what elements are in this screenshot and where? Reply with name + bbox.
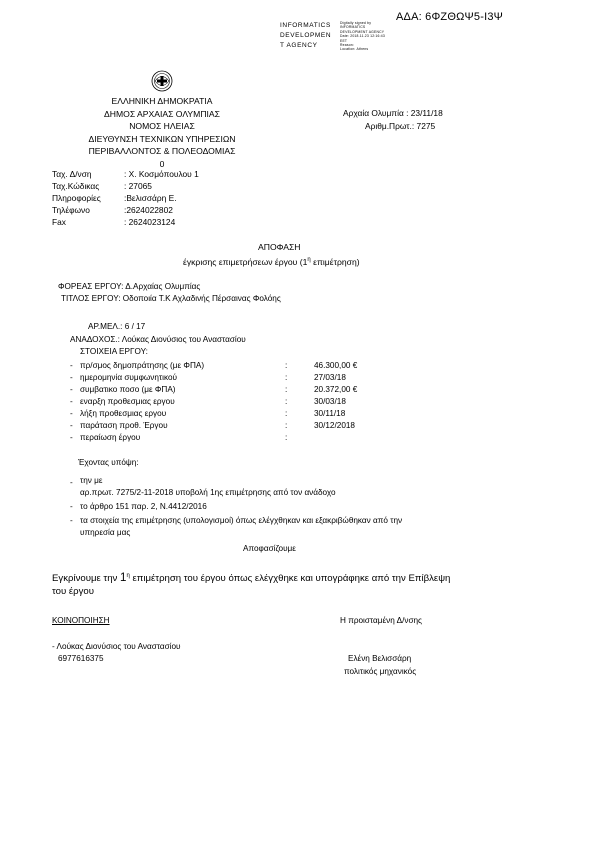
project-data-value: 30/03/18 xyxy=(314,397,346,406)
recipient-phone: 6977616375 xyxy=(58,654,104,663)
row-colon: : xyxy=(285,433,288,442)
consideration-dash: - xyxy=(70,478,73,487)
contact-phone-label: Τηλέφωνο xyxy=(52,205,90,215)
stamp-detail: Date: 2018.11.23 12:16:43 xyxy=(340,34,385,39)
project-data-value: 27/03/18 xyxy=(314,373,346,382)
header-line: ΝΟΜΟΣ ΗΛΕΙΑΣ xyxy=(129,121,195,131)
stamp-detail: Reason: xyxy=(340,43,355,48)
stamp-detail: INFORMATICS xyxy=(340,25,366,30)
project-title-value: Οδοποιία Τ.Κ Αχλαδινής Πέρσαινας Φολόης xyxy=(122,294,281,303)
signatory-title: Η προισταμένη Δ/νσης xyxy=(340,616,422,625)
row-colon: : xyxy=(285,373,288,382)
contact-fax-value: : 2624023124 xyxy=(124,217,176,227)
project-data-value: 30/11/18 xyxy=(314,409,346,418)
consideration-2: το άρθρο 151 παρ. 2, Ν.4412/2016 xyxy=(80,502,207,511)
approval-text-start: Εγκρίνουμε την xyxy=(52,573,121,584)
protocol-number: Αριθμ.Πρωτ.: 7275 xyxy=(365,121,436,131)
contact-info-label: Πληροφορίες xyxy=(52,193,101,203)
row-colon: : xyxy=(285,421,288,430)
approval-statement xyxy=(52,572,450,584)
registry-number-label: ΑΡ.ΜΕΛ.: xyxy=(88,322,123,331)
greek-coat-of-arms-icon xyxy=(151,70,173,92)
approval-text-end: επιμέτρηση του έργου όπως ελέγχθηκε και υπογράφηκε από την Επίβλεψη xyxy=(129,573,451,584)
row-colon: : xyxy=(285,361,288,370)
considering-heading: Έχοντας υπόψη: xyxy=(78,458,139,467)
stamp-detail: Location: Athens xyxy=(340,47,369,52)
issuing-authority-header xyxy=(52,95,272,170)
contact-postcode-label: Ταχ.Κώδικας xyxy=(52,181,100,191)
row-dash: - xyxy=(70,373,73,382)
decision-title: ΑΠΟΦΑΣΗ xyxy=(258,242,301,252)
header-line: ΔΙΕΥΘΥΝΣΗ ΤΕΧΝΙΚΩΝ ΥΠΗΡΕΣΙΩΝ xyxy=(88,133,236,144)
project-data-label: συμβατικο ποσο (με ΦΠΑ) xyxy=(80,385,176,394)
signatory-role: πολιτικός μηχανικός xyxy=(344,667,417,676)
project-title xyxy=(61,294,281,303)
stamp-detail: Digitally signed by xyxy=(340,21,372,25)
approval-ordinal: 1 xyxy=(120,572,127,584)
row-dash: - xyxy=(70,385,73,394)
contact-postcode-value: : 27065 xyxy=(124,181,152,191)
project-owner-value: Δ.Αρχαίας Ολυμπίας xyxy=(125,282,201,291)
registry-number xyxy=(88,322,145,331)
contact-phone-value: :2624022802 xyxy=(124,205,173,215)
project-data-label: παράταση προθ. Έργου xyxy=(80,421,168,430)
decision-subtitle-end: επιμέτρηση) xyxy=(310,257,360,267)
consideration-1-line-1: την με xyxy=(80,476,103,485)
project-owner-label: ΦΟΡΕΑΣ ΕΡΓΟΥ: xyxy=(58,282,124,291)
decision-subtitle xyxy=(183,257,360,267)
header-line: 0 xyxy=(159,158,165,169)
stamp-line: T AGENCY xyxy=(280,42,318,49)
row-dash: - xyxy=(70,397,73,406)
contractor-value: Λούκας Διονύσιος του Αναστασίου xyxy=(121,335,246,344)
consideration-3-line-1: τα στοιχεία της επιμέτρησης (υπολογισμοί) όπως ελέγχθηκαν και εξακριβώθηκαν από την xyxy=(80,516,403,525)
row-dash: - xyxy=(70,409,73,418)
consideration-3-line-2: υπηρεσία μας xyxy=(80,528,131,537)
header-line: ΠΕΡΙΒΑΛΛΟΝΤΟΣ & ΠΟΛΕΟΔΟΜΙΑΣ xyxy=(88,146,236,156)
stamp-line: DEVELOPMEN xyxy=(280,32,332,39)
project-data-value: 46.300,00 € xyxy=(314,361,358,370)
consideration-dash: - xyxy=(70,502,73,511)
digital-signature-stamp xyxy=(280,21,331,51)
consideration-1-line-2: αρ.πρωτ. 7275/2-11-2018 υποβολή 1ης επιμέτρησης από τον ανάδοχο xyxy=(80,488,336,497)
approval-ordinal-sup: η xyxy=(126,572,130,579)
project-data-value: 20.372,00 € xyxy=(314,385,358,394)
digital-signature-details xyxy=(340,21,385,52)
decision-subtitle-sup: η xyxy=(307,257,311,264)
project-data-label: ημερομηνία συμφωνητικού xyxy=(80,373,177,382)
row-colon: : xyxy=(285,385,288,394)
project-data-value: 30/12/2018 xyxy=(314,421,355,430)
registry-number-value: 6 / 17 xyxy=(124,322,146,331)
decision-subtitle-text: έγκρισης επιμετρήσεων έργου (1 xyxy=(183,257,308,267)
row-dash: - xyxy=(70,361,73,370)
contact-info-value: :Βελισσάρη Ε. xyxy=(124,193,177,203)
row-colon: : xyxy=(285,397,288,406)
recipient-name: - Λούκας Διονύσιος του Αναστασίου xyxy=(52,642,181,651)
stamp-line: INFORMATICS xyxy=(280,22,331,29)
header-line: ΔΗΜΟΣ ΑΡΧΑΙΑΣ ΟΛΥΜΠΙΑΣ xyxy=(104,108,220,119)
notification-heading: ΚΟΙΝΟΠΟΙΗΣΗ xyxy=(52,616,110,625)
place-date: Αρχαία Ολυμπία : 23/11/18 xyxy=(343,108,443,118)
contractor xyxy=(70,335,246,344)
approval-statement-line-2: του έργου xyxy=(52,586,95,597)
contact-address-value: : Χ. Κοσμόπουλου 1 xyxy=(124,169,199,179)
stamp-detail: EET xyxy=(340,38,348,43)
contact-address-label: Ταχ. Δ/νση xyxy=(52,169,92,179)
project-data-label: πρ/σμος δημοπράτησης (με ΦΠΑ) xyxy=(80,361,205,370)
stamp-detail: DEVELOPMENT AGENCY xyxy=(340,29,385,34)
project-data-label: λήξη προθεσμιας εργου xyxy=(80,409,167,418)
row-dash: - xyxy=(70,421,73,430)
project-data-label: εναρξη προθεσμιας εργου xyxy=(80,397,175,406)
contact-fax-label: Fax xyxy=(52,217,66,227)
project-title-label: ΤΙΤΛΟΣ ΕΡΓΟΥ: xyxy=(61,294,121,303)
signatory-name: Ελένη Βελισσάρη xyxy=(348,654,412,663)
consideration-dash: - xyxy=(70,516,73,525)
project-data-title: ΣΤΟΙΧΕΙΑ ΕΡΓΟΥ: xyxy=(80,347,148,356)
contractor-label: ΑΝΑΔΟΧΟΣ.: xyxy=(70,335,120,344)
row-dash: - xyxy=(70,433,73,442)
ada-code: ΑΔΑ: 6ΦΖΘΩΨ5-Ι3Ψ xyxy=(396,11,504,23)
project-owner xyxy=(58,282,200,291)
decision-heading: Αποφασίζουμε xyxy=(243,544,296,553)
row-colon: : xyxy=(285,409,288,418)
header-line: ΕΛΛΗΝΙΚΗ ΔΗΜΟΚΡΑΤΙΑ xyxy=(111,96,213,106)
project-data-label: περαίωση έργου xyxy=(80,433,141,442)
